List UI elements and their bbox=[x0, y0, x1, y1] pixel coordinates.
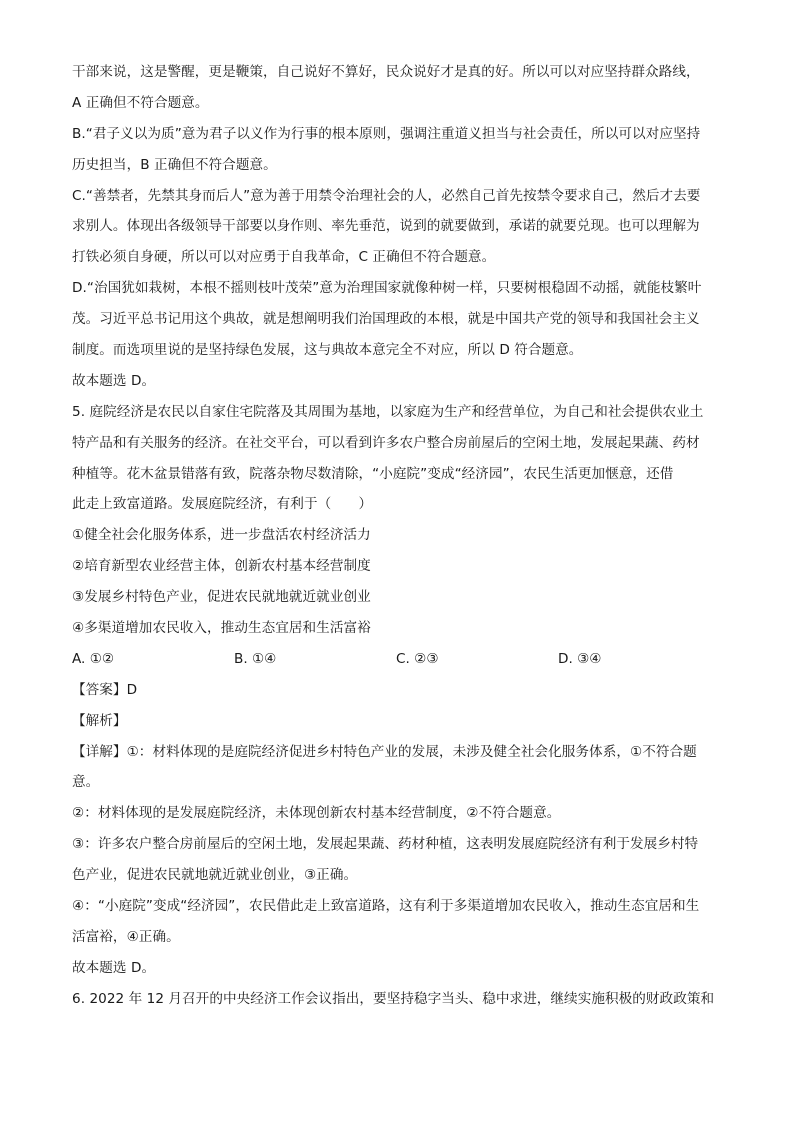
detail-line: 活富裕，④正确。 bbox=[72, 928, 180, 945]
detail-line: ③：许多农户整合房前屋后的空闲土地，发展起果蔬、药材种植，这表明发展庭院经济有利于发展乡村特 bbox=[72, 836, 699, 853]
statement-item: ④多渠道增加农民收入，推动生态宜居和生活富裕 bbox=[72, 620, 371, 637]
text-line: B.“君子义以为质”意为君子以义作为行事的根本原则，强调注重道义担当与社会责任，所以可以对应坚持 bbox=[72, 125, 701, 142]
question-stem-line: 此走上致富道路。发展庭院经济，有利于（ ） bbox=[72, 496, 373, 513]
next-question-line: 6. 2022 年 12 月召开的中央经济工作会议指出，要坚持稳字当头、稳中求进，继续实施积极的财政政策和 bbox=[72, 990, 715, 1007]
analysis-label: 【解析】 bbox=[72, 712, 127, 729]
detail-line: 意。 bbox=[72, 774, 100, 791]
text-line: 干部来说，这是警醒，更是鞭策，自己说好不算好，民众说好才是真的好。所以可以对应坚持群众路线， bbox=[72, 64, 700, 80]
answer-line bbox=[72, 680, 724, 700]
statement-item: ③发展乡村特色产业，促进农民就地就近就业创业 bbox=[72, 589, 371, 606]
analysis-line bbox=[72, 711, 724, 731]
text-line: A 正确但不符合题意。 bbox=[72, 94, 209, 111]
text-line: D.“治国犹如栽树，本根不摇则枝叶茂荣”意为治理国家就像种树一样，只要树根稳固不动摇，就能枝繁叶 bbox=[72, 280, 702, 297]
question-stem-line: 5. 庭院经济是农民以自家住宅院落及其周围为基地，以家庭为生产和经营单位，为自己和社会提供农业土 bbox=[72, 403, 704, 420]
text-line: 打铁必须自身硬，所以可以对应勇于自我革命，C 正确但不符合题意。 bbox=[72, 249, 496, 266]
document-page bbox=[72, 62, 724, 1020]
detail-line: ②：材料体现的是发展庭院经济，未体现创新农村基本经营制度，②不符合题意。 bbox=[72, 805, 561, 822]
answer-label: 【答案】 bbox=[72, 681, 127, 698]
text-line: 求别人。体现出各级领导干部要以身作则、率先垂范，说到的就要做到，承诺的就要兑现。也可以理解为 bbox=[72, 218, 700, 235]
option-b: B. ①④ bbox=[234, 650, 277, 667]
statement-item: ①健全社会化服务体系，进一步盘活农村经济活力 bbox=[72, 527, 371, 544]
text-line: 历史担当，B 正确但不符合题意。 bbox=[72, 156, 277, 173]
detail-line: 【详解】①：材料体现的是庭院经济促进乡村特色产业的发展，未涉及健全社会化服务体系，①不符合题 bbox=[72, 743, 697, 760]
detail-line: 故本题选 D。 bbox=[72, 959, 156, 976]
option-c: C. ②③ bbox=[396, 650, 439, 667]
option-a: A. ①② bbox=[72, 650, 115, 667]
detail-line: ④：“小庭院”变成“经济园”，农民借此走上致富道路，这有利于多渠道增加农民收入，推动生态宜居和生 bbox=[72, 898, 700, 915]
question-stem-line: 种植等。花木盆景错落有致，院落杂物尽数清除，“小庭院”变成“经济园”，农民生活更加惬意，还借 bbox=[72, 465, 674, 482]
answer-value: D bbox=[126, 681, 138, 698]
text-line: C.“善禁者，先禁其身而后人”意为善于用禁令治理社会的人，必然自己首先按禁令要求自己，然后才去要 bbox=[72, 187, 701, 204]
question-stem-line: 特产品和有关服务的经济。在社交平台，可以看到许多农户整合房前屋后的空闲土地，发展起果蔬、药材 bbox=[72, 434, 700, 451]
answer-options bbox=[72, 649, 724, 669]
text-line: 制度。而选项里说的是坚持绿色发展，这与典故本意完全不对应，所以 D 符合题意。 bbox=[72, 342, 583, 359]
text-line: 茂。习近平总书记用这个典故，就是想阐明我们治国理政的本根，就是中国共产党的领导和我国社会主义 bbox=[72, 311, 700, 328]
statement-item: ②培育新型农业经营主体，创新农村基本经营制度 bbox=[72, 558, 371, 575]
detail-line: 色产业，促进农民就地就近就业创业，③正确。 bbox=[72, 867, 358, 884]
text-line: 故本题选 D。 bbox=[72, 372, 156, 389]
option-d: D. ③④ bbox=[558, 650, 602, 667]
